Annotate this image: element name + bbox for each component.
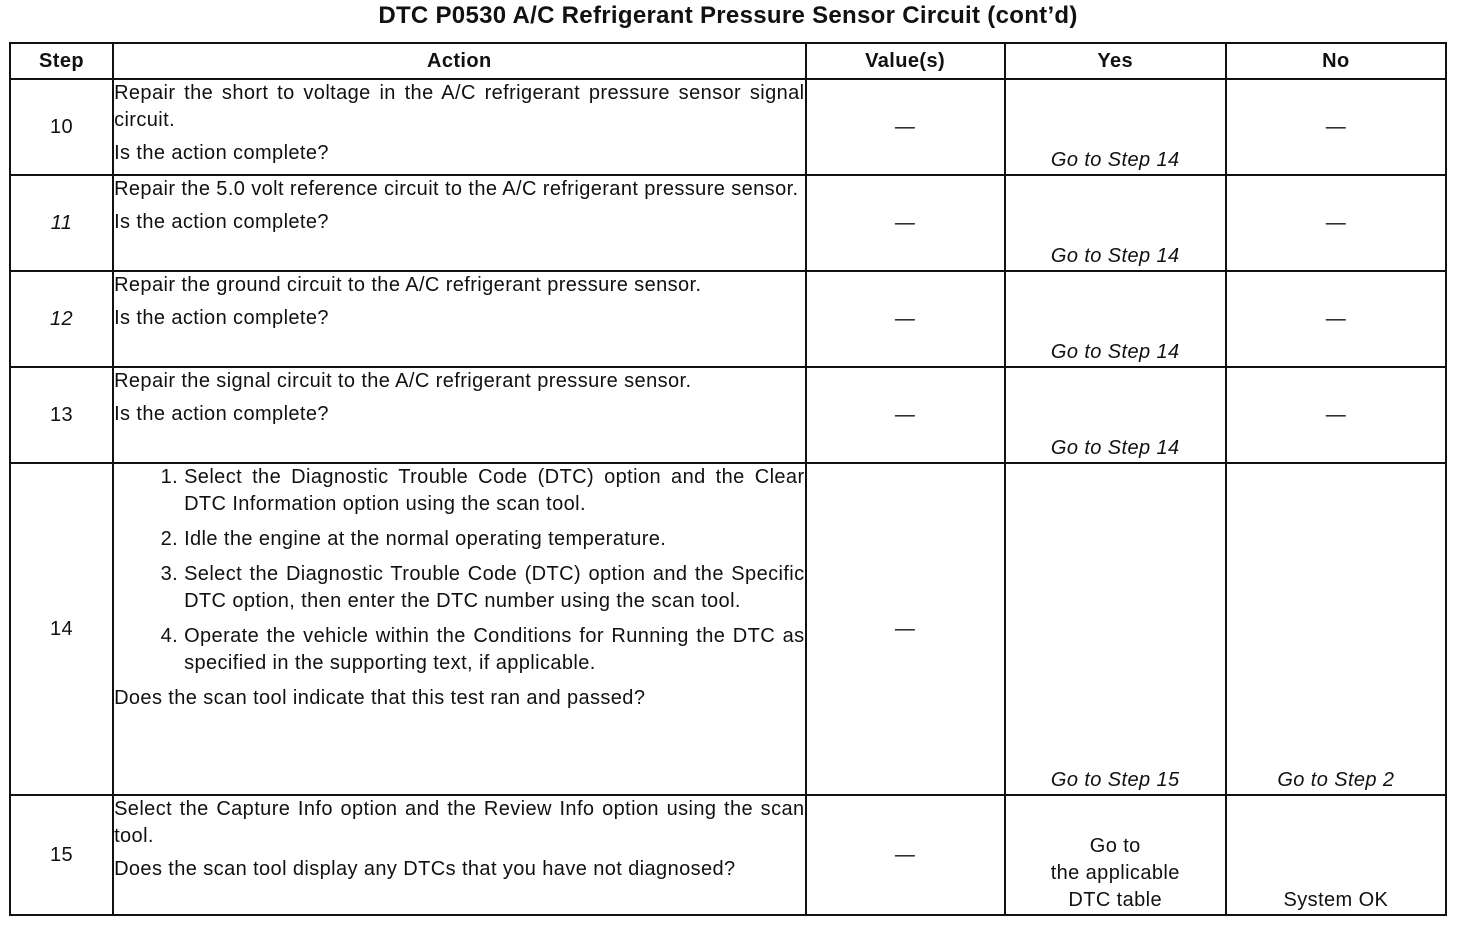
header-step: Step (10, 43, 113, 79)
no-cell: — (1226, 175, 1446, 271)
yes-line: DTC table (1068, 889, 1163, 911)
action-question: Does the scan tool indicate that this test ran and passed? (114, 687, 646, 709)
action-question: Is the action complete? (114, 307, 329, 329)
substep-text: Operate the vehicle within the Conditions for Running the DTC as specified in the supporting text, if applicable. (184, 625, 805, 674)
page-title: DTC P0530 A/C Refrigerant Pressure Sensor Circuit (cont’d) (378, 2, 1078, 29)
table-header-row (10, 43, 1446, 79)
table-row (10, 79, 1446, 175)
header-action: Action (113, 43, 805, 79)
yes-line: the applicable (1050, 862, 1180, 884)
action-text: Select the Capture Info option and the Review Info option using the scan tool. (114, 798, 805, 847)
list-item (114, 464, 804, 518)
value-cell: — (806, 795, 1005, 915)
yes-cell: Go to Step 14 (1005, 79, 1226, 175)
step-number: 15 (10, 795, 113, 915)
action-cell (113, 367, 805, 463)
table-row (10, 795, 1446, 915)
value-cell: — (806, 79, 1005, 175)
substep-text: Select the Diagnostic Trouble Code (DTC) option and the Clear DTC Information option using the scan tool. (184, 466, 805, 515)
action-question: Is the action complete? (114, 403, 329, 425)
header-no: No (1226, 43, 1446, 79)
action-cell (113, 271, 805, 367)
no-cell: System OK (1226, 795, 1446, 915)
step-number: 11 (10, 175, 113, 271)
yes-cell: Go to Step 14 (1005, 175, 1226, 271)
substep-list (114, 464, 804, 677)
table-row (10, 175, 1446, 271)
no-cell: — (1226, 367, 1446, 463)
value-cell: — (806, 271, 1005, 367)
list-item (114, 561, 804, 615)
yes-cell: Go to Step 15 (1005, 463, 1226, 795)
no-cell: — (1226, 79, 1446, 175)
action-question: Is the action complete? (114, 142, 329, 164)
yes-line: Go to (1089, 835, 1141, 857)
value-cell: — (806, 175, 1005, 271)
substep-number: 2. (160, 528, 179, 550)
table-row (10, 463, 1446, 795)
substep-number: 4. (160, 625, 179, 647)
list-item (114, 526, 804, 553)
value-cell: — (806, 463, 1005, 795)
step-number: 10 (10, 79, 113, 175)
yes-cell: Go to Step 14 (1005, 271, 1226, 367)
substep-text: Idle the engine at the normal operating temperature. (184, 528, 667, 550)
yes-cell (1005, 795, 1226, 915)
action-cell (113, 175, 805, 271)
substep-number: 1. (160, 466, 179, 488)
diagnostic-table (9, 42, 1447, 916)
action-text: Repair the short to voltage in the A/C refrigerant pressure sensor signal circuit. (114, 82, 805, 131)
step-number: 12 (10, 271, 113, 367)
action-question: Does the scan tool display any DTCs that you have not diagnosed? (114, 858, 736, 880)
substep-number: 3. (160, 563, 179, 585)
value-cell: — (806, 367, 1005, 463)
header-yes: Yes (1005, 43, 1226, 79)
no-cell: Go to Step 2 (1226, 463, 1446, 795)
yes-cell: Go to Step 14 (1005, 367, 1226, 463)
step-number: 14 (10, 463, 113, 795)
action-cell (113, 463, 805, 795)
action-cell (113, 795, 805, 915)
table-row (10, 367, 1446, 463)
substep-text: Select the Diagnostic Trouble Code (DTC) option and the Specific DTC option, then enter the DTC number using the scan tool. (184, 563, 805, 612)
action-text: Repair the signal circuit to the A/C refrigerant pressure sensor. (114, 370, 692, 392)
action-cell (113, 79, 805, 175)
action-question: Is the action complete? (114, 211, 329, 233)
table-row (10, 271, 1446, 367)
step-number: 13 (10, 367, 113, 463)
action-text: Repair the 5.0 volt reference circuit to the A/C refrigerant pressure sensor. (114, 178, 799, 200)
header-values: Value(s) (806, 43, 1005, 79)
no-cell: — (1226, 271, 1446, 367)
action-text: Repair the ground circuit to the A/C refrigerant pressure sensor. (114, 274, 702, 296)
list-item (114, 623, 804, 677)
